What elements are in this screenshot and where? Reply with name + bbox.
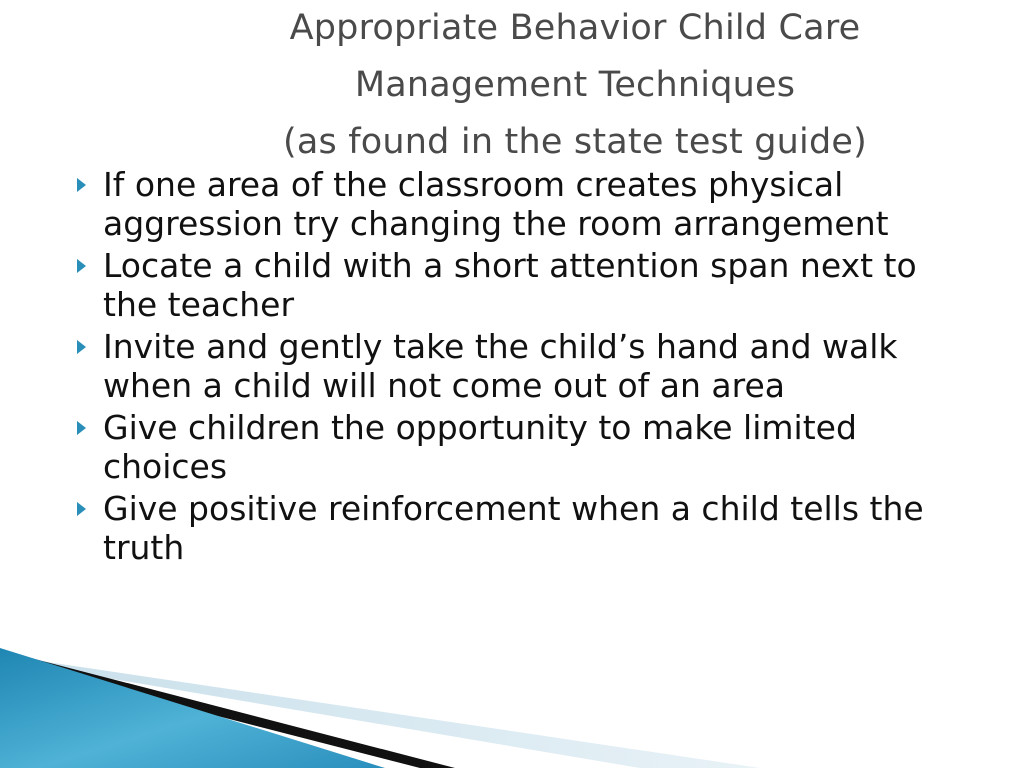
bullet-text: Locate a child with a short attention span next to the teacher — [103, 246, 917, 324]
slide-title-line-1: Appropriate Behavior Child Care — [289, 8, 861, 48]
bullet-text: Give children the opportunity to make limited choices — [103, 408, 857, 486]
bullet-text: If one area of the classroom creates physical aggression try changing the room arrangement — [103, 165, 889, 243]
bullet-text: Invite and gently take the child’s hand and walk when a child will not come out of an area — [103, 327, 898, 405]
slide-title-line-3: (as found in the state test guide) — [283, 122, 867, 162]
bullet-text: Give positive reinforcement when a child tells the truth — [103, 489, 924, 567]
slide-title-line-2: Management Techniques — [354, 65, 796, 105]
